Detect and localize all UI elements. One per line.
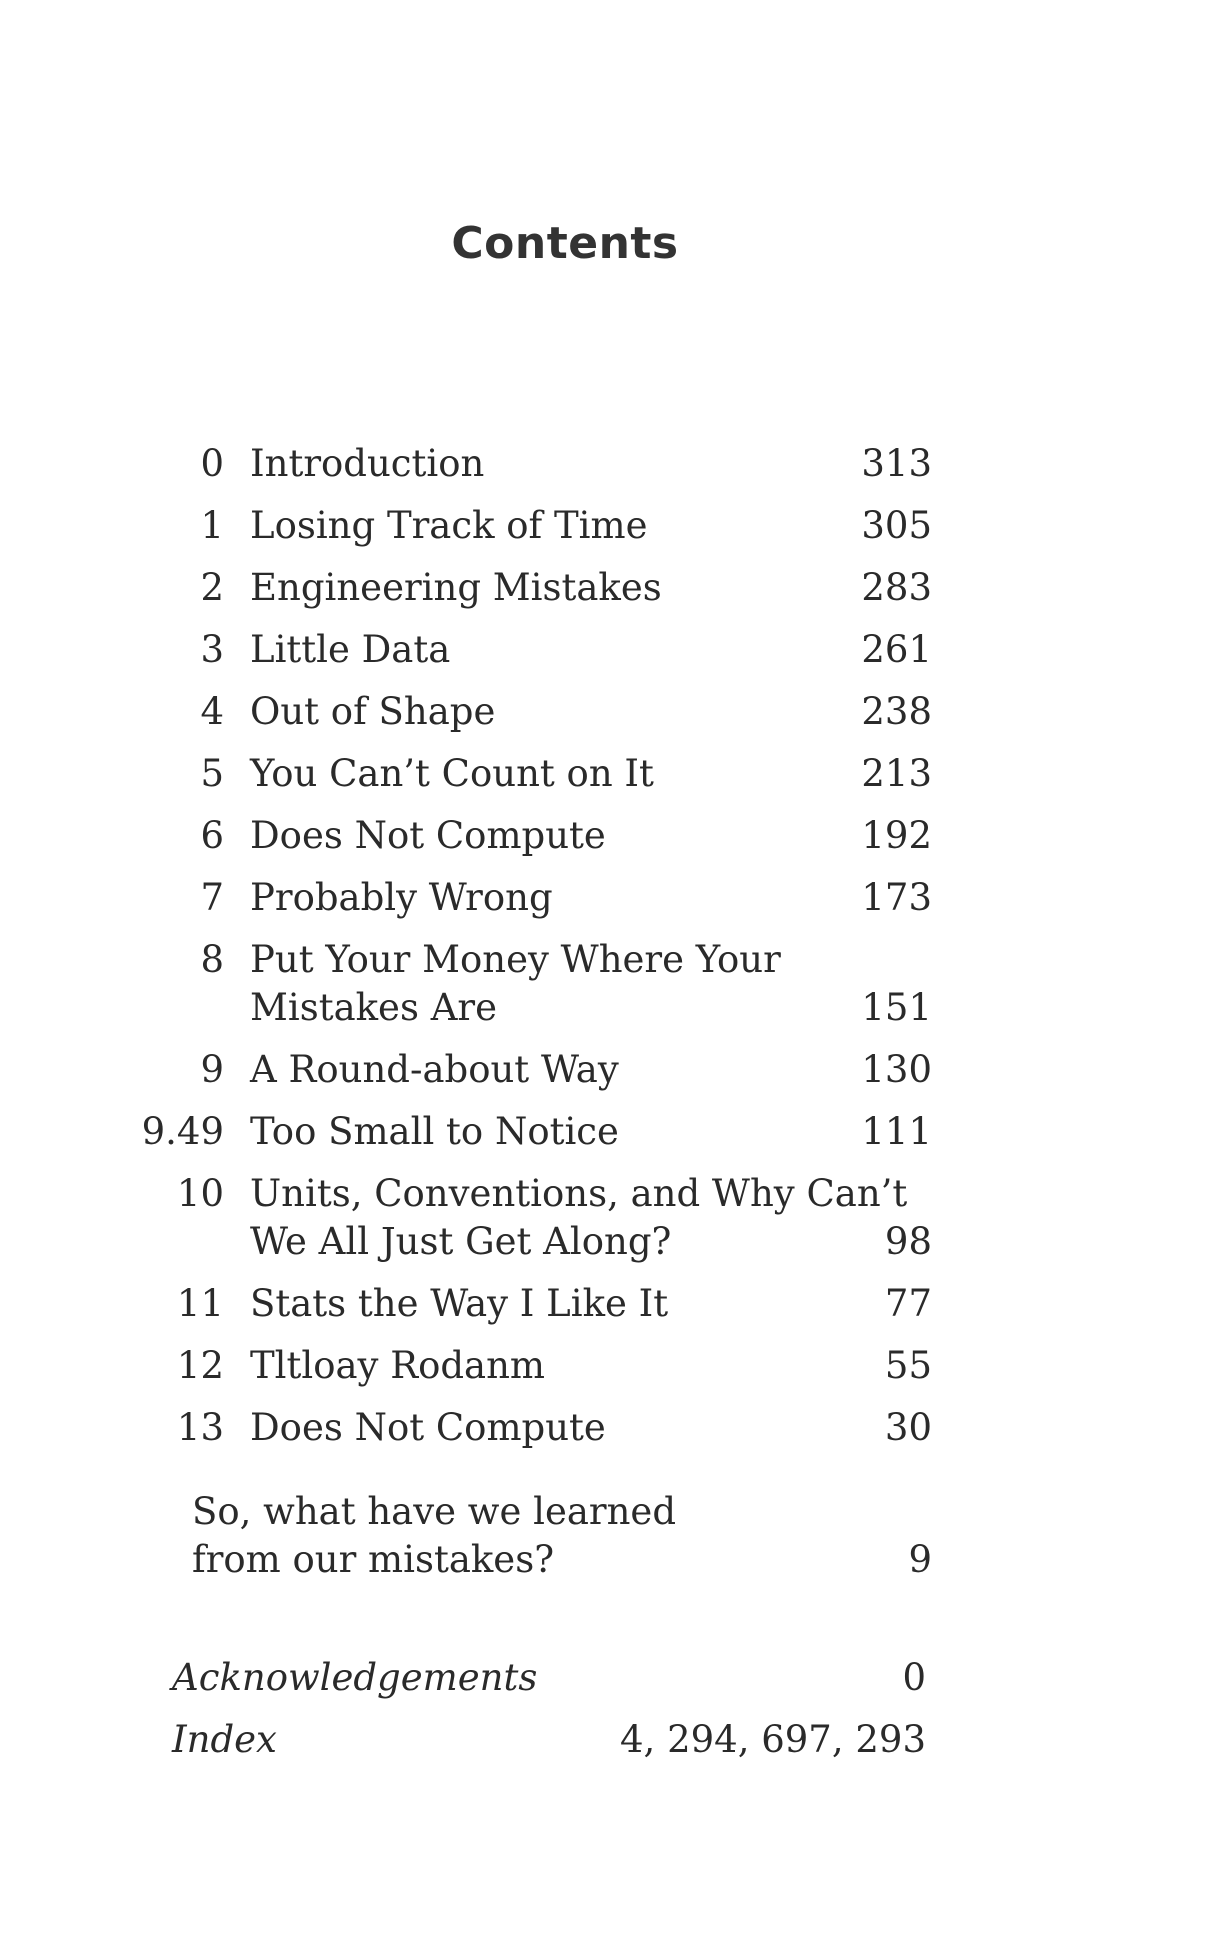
chapter-title: Stats the Way I Like It (250, 1282, 669, 1325)
toc-entry[interactable] (0, 688, 1224, 736)
toc-entry[interactable] (0, 1108, 1224, 1156)
toc-entry[interactable] (0, 1342, 1224, 1390)
toc-entry[interactable] (0, 1404, 1224, 1452)
chapter-number: 13 (176, 1406, 224, 1449)
chapter-number: 10 (176, 1172, 224, 1215)
toc-entry[interactable] (0, 1280, 1224, 1328)
chapter-title: Put Your Money Where Your (250, 938, 781, 981)
chapter-title: Introduction (250, 442, 485, 485)
chapter-title: We All Just Get Along? (250, 1220, 672, 1263)
page-number: 130 (861, 1048, 932, 1091)
page-number: 77 (884, 1282, 932, 1325)
afterword-title: from our mistakes? (192, 1538, 555, 1581)
chapter-title: Out of Shape (250, 690, 496, 733)
chapter-number: 9.49 (141, 1110, 224, 1153)
afterword-title: So, what have we learned (192, 1490, 676, 1533)
page-number: 213 (861, 752, 932, 795)
chapter-title: Does Not Compute (250, 1406, 606, 1449)
chapter-number: 8 (200, 938, 224, 981)
page-number: 151 (861, 986, 932, 1029)
chapter-title: Mistakes Are (250, 986, 498, 1029)
chapter-number: 12 (176, 1344, 224, 1387)
page-number: 238 (861, 690, 932, 733)
toc-entry[interactable] (0, 502, 1224, 550)
chapter-title: Tltloay Rodanm (250, 1344, 546, 1387)
toc-entry[interactable] (0, 626, 1224, 674)
page-number: 305 (861, 504, 932, 547)
toc-entry[interactable] (0, 874, 1224, 922)
chapter-title: A Round-about Way (250, 1048, 619, 1091)
page-number: 98 (884, 1220, 932, 1263)
toc-entry[interactable] (0, 936, 1224, 1032)
chapter-title: Units, Conventions, and Why Can’t (250, 1172, 908, 1215)
chapter-number: 5 (200, 752, 224, 795)
chapter-title: Does Not Compute (250, 814, 606, 857)
chapter-number: 1 (200, 504, 224, 547)
chapter-number: 7 (200, 876, 224, 919)
toc-entry[interactable] (0, 1046, 1224, 1094)
chapter-number: 3 (200, 628, 224, 671)
chapter-title: Engineering Mistakes (250, 566, 662, 609)
chapter-number: 0 (200, 442, 224, 485)
page-number: 313 (861, 442, 932, 485)
page-number: 283 (861, 566, 932, 609)
chapter-title: Too Small to Notice (250, 1110, 619, 1153)
chapter-number: 6 (200, 814, 224, 857)
chapter-number: 4 (200, 690, 224, 733)
chapter-title: Probably Wrong (250, 876, 553, 919)
chapter-title: Losing Track of Time (250, 504, 648, 547)
page-number: 55 (884, 1344, 932, 1387)
page-number: 261 (861, 628, 932, 671)
chapter-title: You Can’t Count on It (250, 752, 654, 795)
toc-entry[interactable] (0, 564, 1224, 612)
toc-entry[interactable] (0, 750, 1224, 798)
toc-entry[interactable] (0, 1170, 1224, 1266)
chapter-number: 11 (176, 1282, 224, 1325)
chapter-title: Little Data (250, 628, 451, 671)
page-title: Contents (451, 218, 679, 269)
page-number: 9 (908, 1538, 932, 1581)
page-number: 111 (861, 1110, 932, 1153)
back-matter-label: Acknowledgements (172, 1656, 538, 1699)
page-number: 173 (861, 876, 932, 919)
toc-entry[interactable] (0, 440, 1224, 488)
chapter-number: 9 (200, 1048, 224, 1091)
toc-entry[interactable] (0, 812, 1224, 860)
page-number: 0 (902, 1656, 926, 1699)
page-number: 192 (861, 814, 932, 857)
page-number: 4, 294, 697, 293 (620, 1718, 926, 1761)
back-matter-label: Index (172, 1718, 277, 1761)
page-number: 30 (884, 1406, 932, 1449)
chapter-number: 2 (200, 566, 224, 609)
